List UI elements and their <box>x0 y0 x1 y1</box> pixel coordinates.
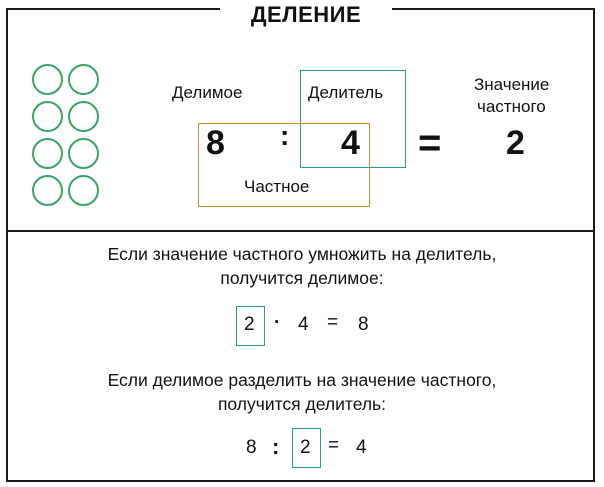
rule1-line1: Если значение частного умножить на делитель, <box>107 244 497 264</box>
circle <box>32 138 63 169</box>
circle <box>32 175 63 206</box>
rule1-op: · <box>274 312 281 333</box>
circle <box>32 101 63 132</box>
quotient-value-label-1: Значение <box>474 75 550 94</box>
divisor-label: Делитель <box>308 83 384 102</box>
page-title: ДЕЛЕНИЕ <box>250 2 362 27</box>
rule1-b: 4 <box>298 314 309 335</box>
circle <box>68 138 99 169</box>
section-divider <box>6 230 595 232</box>
quotient-label: Частное <box>244 177 310 196</box>
quotient-value-label-2: частного <box>477 97 546 116</box>
result-value: 2 <box>506 124 525 162</box>
colon-sign: : <box>280 120 290 151</box>
rule1-a: 2 <box>244 314 255 335</box>
divisor-value: 4 <box>341 124 360 162</box>
circle <box>68 64 99 95</box>
rule1-eq: = <box>327 312 339 333</box>
equals-sign: = <box>418 121 442 165</box>
rule2-eq: = <box>328 435 340 456</box>
rule2-a: 8 <box>246 437 257 458</box>
circle <box>32 64 63 95</box>
rule2-c: 4 <box>356 437 367 458</box>
rule2-line1: Если делимое разделить на значение частного, <box>107 370 497 390</box>
dividend-label: Делимое <box>172 83 243 102</box>
rule1-line2: получится делимое: <box>220 268 384 288</box>
rule2-op: : <box>272 434 280 459</box>
circle <box>68 101 99 132</box>
rule2-b: 2 <box>300 437 311 458</box>
rule2-line2: получится делитель: <box>217 394 387 414</box>
circle <box>68 175 99 206</box>
rule1-c: 8 <box>358 314 369 335</box>
dividend-value: 8 <box>206 124 225 162</box>
